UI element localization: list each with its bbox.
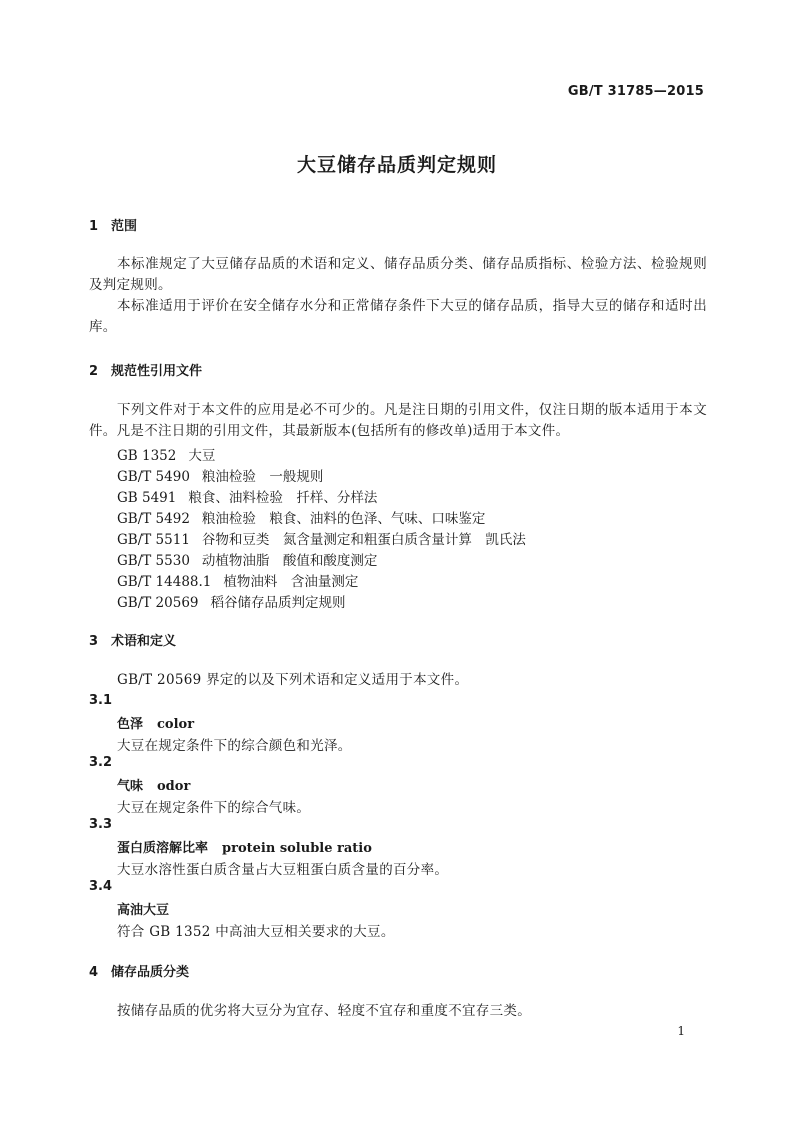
term-entry [117, 837, 372, 856]
term-en: odor [157, 779, 191, 794]
reference-item [117, 570, 358, 590]
reference-item [117, 507, 485, 527]
reference-item [117, 528, 526, 548]
section-heading-1 [89, 215, 137, 234]
term-en: color [157, 717, 195, 732]
term-definition: 大豆水溶性蛋白质含量占大豆粗蛋白质含量的百分率。 [117, 862, 449, 878]
reference-item [117, 465, 323, 485]
reference-code: GB/T 14488.1 [117, 574, 212, 590]
reference-code: GB/T 5511 [117, 532, 190, 548]
reference-item [117, 591, 346, 611]
term-zh: 蛋白质溶解比率 [117, 841, 209, 856]
section-number: 2 [89, 364, 99, 379]
reference-title: 粮油检验 粮食、油料的色泽、气味、口味鉴定 [201, 511, 486, 527]
section-number: 1 [89, 219, 99, 234]
paragraph: 下列文件对于本文件的应用是必不可少的。凡是注日期的引用文件，仅注日期的版本适用于本文件。凡是不注日期的引用文件，其最新版本(包括所有的修改单)适用于本文件。 [89, 402, 707, 439]
term-definition: 大豆在规定条件下的综合颜色和光泽。 [117, 738, 352, 754]
section-heading-2 [89, 360, 202, 379]
section-title: 规范性引用文件 [111, 364, 203, 379]
reference-code: GB 1352 [117, 448, 177, 464]
reference-title: 粮食、油料检验 扦样、分样法 [188, 490, 378, 506]
reference-code: GB/T 5492 [117, 511, 190, 527]
reference-item [117, 444, 215, 464]
term-zh: 色泽 [117, 717, 144, 732]
paragraph: 本标准规定了大豆储存品质的术语和定义、储存品质分类、储存品质指标、检验方法、检验规则及判定规则。 [89, 256, 707, 293]
reference-title: 谷物和豆类 氮含量测定和粗蛋白质含量计算 凯氏法 [201, 532, 526, 548]
section-title: 范围 [111, 219, 138, 234]
document-title: 大豆储存品质判定规则 [296, 154, 497, 176]
section-number: 4 [89, 965, 99, 980]
term-definition: 大豆在规定条件下的综合气味。 [117, 800, 311, 816]
reference-title: 动植物油脂 酸值和酸度测定 [201, 553, 378, 569]
reference-code: GB/T 5490 [117, 469, 190, 485]
term-definition: 符合 GB 1352 中高油大豆相关要求的大豆。 [117, 924, 395, 940]
reference-title: 植物油料 含油量测定 [223, 574, 359, 590]
reference-title: 粮油检验 一般规则 [201, 469, 324, 485]
term-zh: 气味 [117, 779, 144, 794]
reference-title: 稻谷储存品质判定规则 [210, 595, 346, 611]
term-number: 3.3 [89, 817, 113, 832]
page-number: 1 [677, 1024, 685, 1038]
section-number: 3 [89, 634, 99, 649]
reference-title: 大豆 [188, 448, 216, 464]
reference-item [117, 549, 377, 569]
reference-code: GB 5491 [117, 490, 177, 506]
term-number: 3.4 [89, 879, 113, 894]
section-title: 储存品质分类 [111, 965, 190, 980]
term-number: 3.1 [89, 693, 113, 708]
section-title: 术语和定义 [111, 634, 177, 649]
section-heading-4 [89, 961, 189, 980]
reference-item [117, 486, 377, 506]
paragraph: GB/T 20569 界定的以及下列术语和定义适用于本文件。 [117, 672, 469, 688]
term-entry [117, 899, 169, 918]
term-entry [117, 775, 190, 794]
standard-code: GB/T 31785—2015 [567, 84, 704, 99]
term-number: 3.2 [89, 755, 113, 770]
term-entry [117, 713, 194, 732]
term-zh: 高油大豆 [117, 903, 170, 918]
term-en: protein soluble ratio [222, 841, 372, 856]
reference-code: GB/T 5530 [117, 553, 190, 569]
reference-code: GB/T 20569 [117, 595, 199, 611]
section-heading-3 [89, 630, 176, 649]
paragraph: 本标准适用于评价在安全储存水分和正常储存条件下大豆的储存品质，指导大豆的储存和适时出库。 [89, 298, 707, 335]
paragraph: 按储存品质的优劣将大豆分为宜存、轻度不宜存和重度不宜存三类。 [117, 1003, 531, 1019]
